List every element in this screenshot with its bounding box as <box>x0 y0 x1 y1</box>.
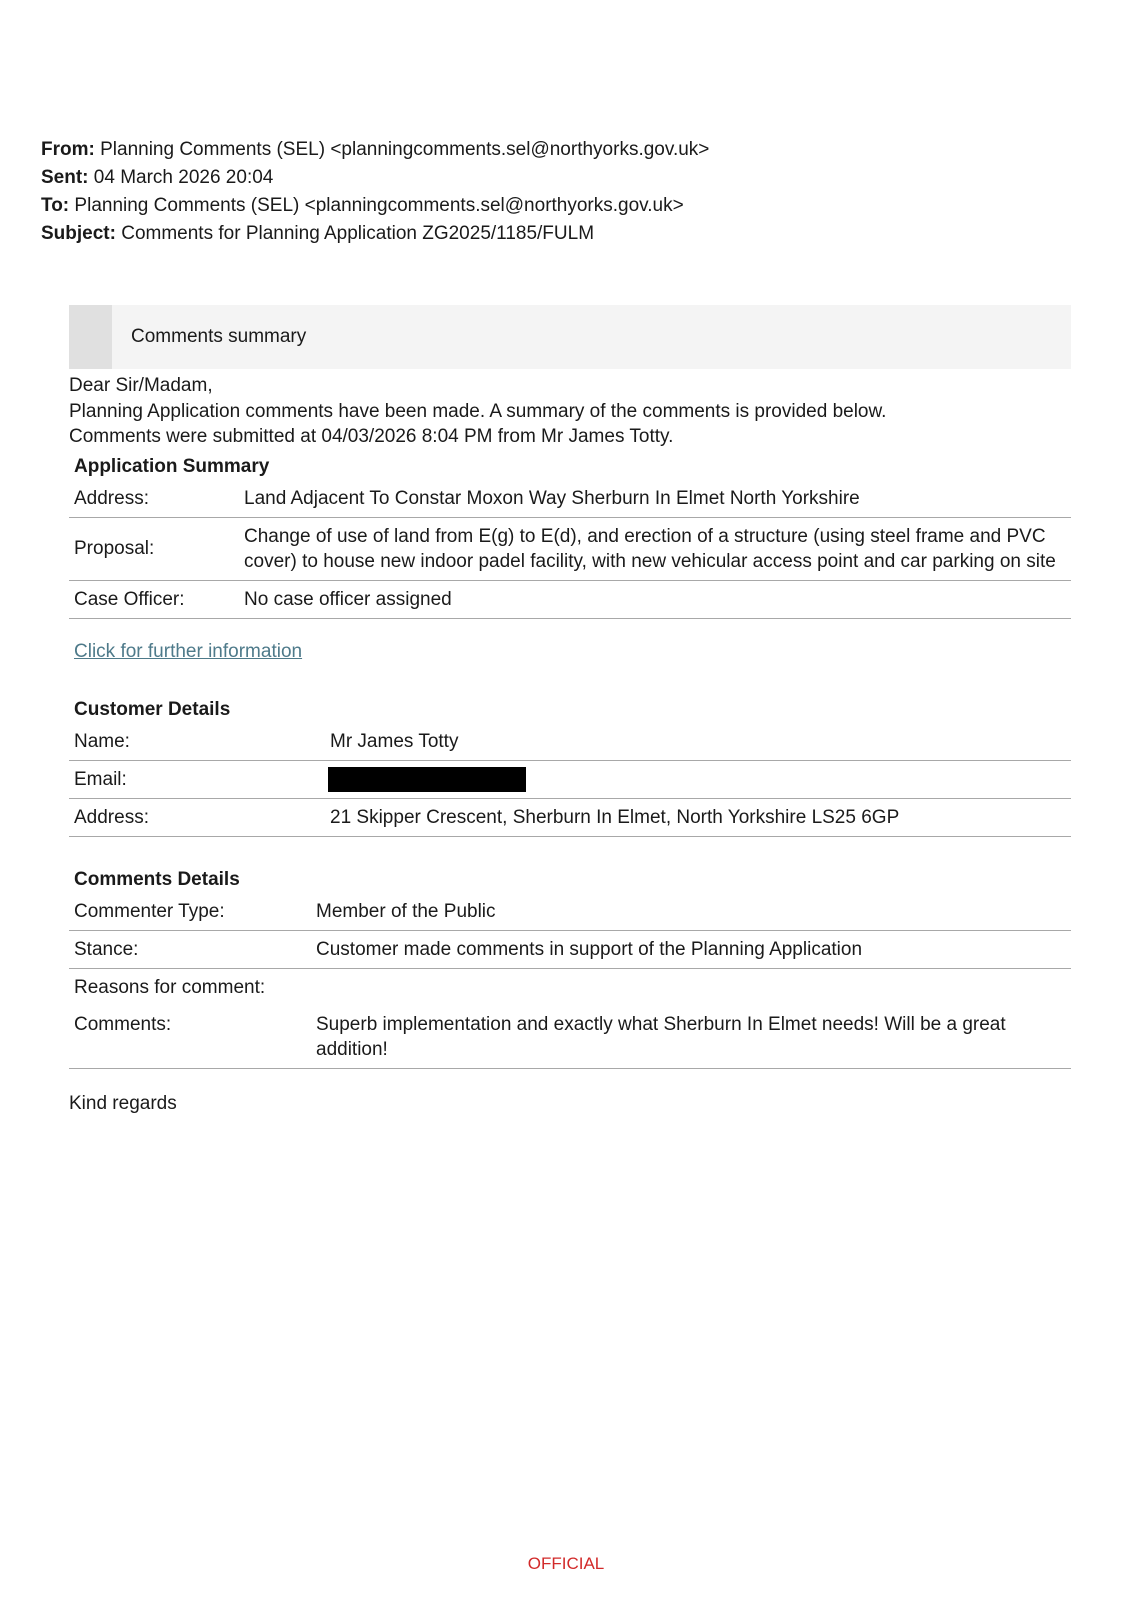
row-label: Case Officer: <box>69 580 239 618</box>
subject-value: Comments for Planning Application ZG2025/1185/FULM <box>121 223 595 244</box>
greeting: Dear Sir/Madam, <box>69 375 213 396</box>
further-info-wrapper <box>69 641 1071 663</box>
customer-details-title: Customer Details <box>74 698 231 720</box>
to-value: Planning Comments (SEL) <planningcomments.sel@northyorks.gov.uk> <box>74 195 684 216</box>
from-value: Planning Comments (SEL) <planningcomments.sel@northyorks.gov.uk> <box>100 139 710 160</box>
row-value: 21 Skipper Crescent, Sherburn In Elmet, North Yorkshire LS25 6GP <box>325 798 1071 836</box>
from-label: From: <box>41 139 95 160</box>
table-row <box>69 930 1071 968</box>
row-value <box>311 968 1071 1006</box>
table-row <box>69 723 1071 761</box>
from-row <box>41 136 709 164</box>
sent-label: Sent: <box>41 167 89 188</box>
subject-label: Subject: <box>41 223 116 244</box>
email-body <box>69 305 1071 1115</box>
row-label: Commenter Type: <box>69 893 311 931</box>
row-label: Comments: <box>69 1006 311 1069</box>
row-value: Land Adjacent To Constar Moxon Way Sherburn In Elmet North Yorkshire <box>239 480 1071 518</box>
intro-line-1: Planning Application comments have been made. A summary of the comments is provided below. <box>69 400 887 422</box>
table-row <box>69 893 1071 931</box>
subject-row <box>41 220 709 248</box>
row-value: Mr James Totty <box>325 723 1071 761</box>
table-row <box>69 517 1071 580</box>
closing: Kind regards <box>69 1092 177 1114</box>
banner-title: Comments summary <box>131 326 307 347</box>
table-row <box>69 968 1071 1006</box>
row-label: Email: <box>69 760 325 798</box>
table-row <box>69 580 1071 618</box>
customer-details-table <box>69 723 1071 837</box>
sent-row <box>41 164 709 192</box>
application-summary-table <box>69 480 1071 619</box>
row-value: Change of use of land from E(g) to E(d), and erection of a structure (using steel frame and PVC cover) to house new indoor padel facility, with new vehicular access point and car parking on site <box>239 517 1071 580</box>
further-information-link[interactable]: Click for further information <box>74 640 303 662</box>
redacted-email-block <box>328 767 526 792</box>
table-row <box>69 480 1071 518</box>
comments-details-table <box>69 893 1071 1069</box>
banner-accent-bar <box>69 305 112 369</box>
email-header <box>41 136 709 248</box>
row-label: Stance: <box>69 930 311 968</box>
row-value: Superb implementation and exactly what Sherburn In Elmet needs! Will be a great addition! <box>311 1006 1071 1069</box>
row-label: Address: <box>69 798 325 836</box>
to-row <box>41 192 709 220</box>
row-value: Member of the Public <box>311 893 1071 931</box>
table-row <box>69 760 1071 798</box>
row-label: Address: <box>69 480 239 518</box>
comments-details-title: Comments Details <box>74 868 240 890</box>
intro-text <box>69 373 1071 450</box>
row-label: Name: <box>69 723 325 761</box>
row-value: No case officer assigned <box>239 580 1071 618</box>
row-label: Proposal: <box>69 517 239 580</box>
table-row <box>69 798 1071 836</box>
official-marking: OFFICIAL <box>527 1554 605 1573</box>
sent-value: 04 March 2026 20:04 <box>93 167 274 188</box>
intro-line-2: Comments were submitted at 04/03/2026 8:04 PM from Mr James Totty. <box>69 426 674 447</box>
application-summary-title: Application Summary <box>74 455 270 477</box>
row-value <box>325 760 1071 798</box>
row-value: Customer made comments in support of the Planning Application <box>311 930 1071 968</box>
table-row <box>69 1006 1071 1069</box>
to-label: To: <box>41 195 70 216</box>
summary-banner <box>69 305 1071 369</box>
row-label: Reasons for comment: <box>74 976 266 998</box>
